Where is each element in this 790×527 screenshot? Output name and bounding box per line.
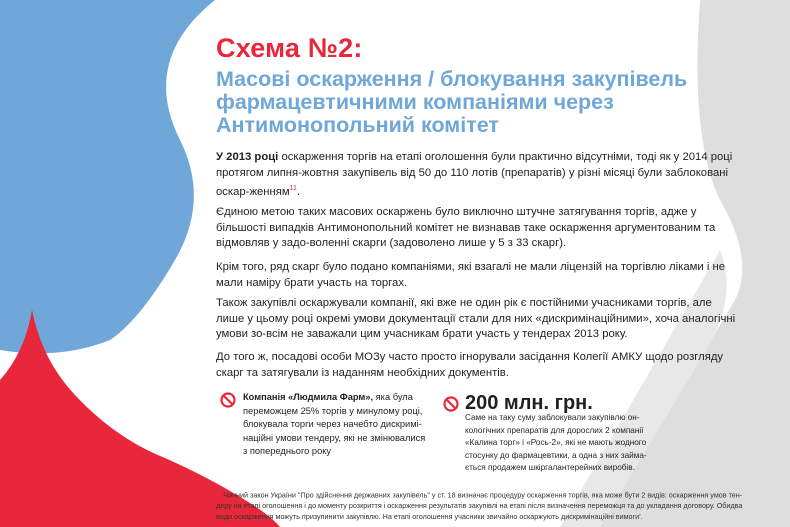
footnote-ref-11[interactable]: 11	[289, 185, 297, 192]
paragraph-1-lead: У 2013 році	[216, 151, 279, 163]
paragraph-3: Крім того, ряд скарг було подано компаніями, які взагалі не мали ліцензій на торгівлю ліками і не мали наміру брати участь на торгах.	[216, 261, 725, 289]
paragraph-1-end: .	[296, 185, 301, 198]
no-entry-icon	[443, 396, 459, 412]
callout-amount-text: Саме на таку суму заблокували закупівлю он-кологічних препаратів для дорослих 2 компанії «Калина торг» і «Рось-2», які не мають жодного стосунку до фармацевтики, а одна з них займа-ється продажем шкіргалантерейних виробів.	[465, 413, 647, 472]
no-entry-icon	[220, 392, 236, 408]
paragraph-4: Також закупівлі оскаржували компанії, які вже не один рік є постійними учасниками торгів, але лише у цьому році окремі умови документації стали для них «дискримінаційними», хоча аналогічні умови зо-всім не заважали цим учасникам брати участь у тендерах 2013 року.	[216, 297, 736, 340]
footnote-text: Чинний закон України "Про здійснення державних закупівель" у ст. 18 визначає процедуру оскарження торгів, яка може бути 2 видів: оскарження умов тен-деру на етапі оголошення і до моменту розкриття і оскарження результатів закупівлі на етапі після визначення переможця та до укладання договору. Обидва види оскарження можуть призупинити закупівлю. На етапі оголошення учасники звичайно оскаржують дискримінаційні вимоги'.	[216, 490, 743, 522]
paragraph-2: Єдиною метою таких масових оскаржень було виключно штучне затягування торгів, адже у більшості випадків Антимонопольний комітет не визнавав таке оскарження аргументованим та відмовляв у задо-воленні скарги (задоволено лише у 5 з 33 скарг).	[216, 206, 716, 249]
callout-company-text: яка була переможцем 25% торгів у минулому році, блокувала торги через начебто дискримі-наційні умови тендеру, які не змінювалися з попереднього року	[243, 392, 426, 456]
paragraph-1-text: оскарження торгів на етапі оголошення були практично відсутніми, тоді як у 2014 році протягом липня-жовтня закупівель від 50 до 110 лотів (препаратів) у різні місяці були заблоковані оскар-женням	[216, 151, 733, 198]
paragraph-5: До того ж, посадові особи МОЗу часто просто ігнорували засідання Колегії АМКУ щодо розгляду скарг та затягували із наданням необхідних документів.	[216, 351, 724, 379]
callout-company	[243, 391, 431, 459]
page-subtitle: Масові оскарження / блокування закупівель фармацевтичними компаніями через Антимонопольний комітет	[216, 67, 688, 137]
paragraph-1	[216, 150, 738, 200]
callout-amount: 200 млн. грн.	[465, 392, 593, 414]
callout-company-name: Компанія «Людмила Фарм»,	[243, 392, 374, 402]
footnote	[216, 487, 752, 522]
footnote-number: 11	[216, 489, 224, 496]
scheme-title: Схема №2:	[216, 33, 363, 63]
